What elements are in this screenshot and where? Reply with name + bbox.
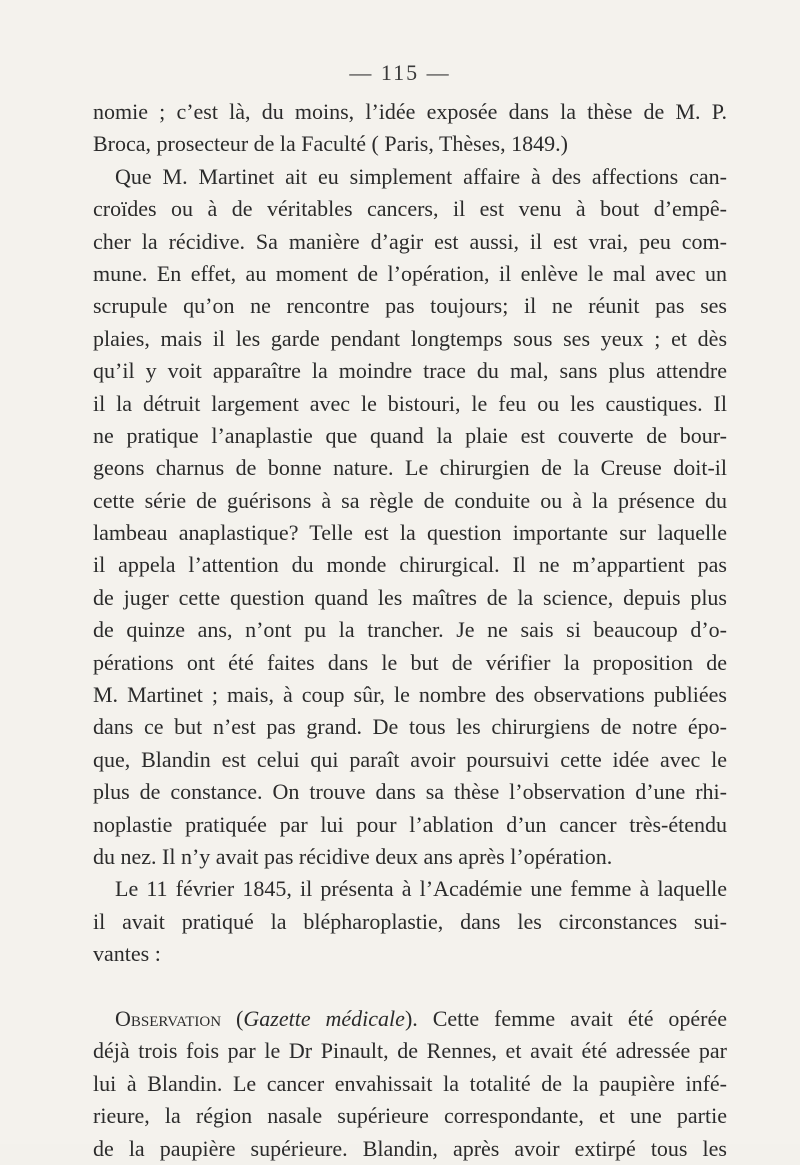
- text-line: scrupule qu’on ne rencontre pas toujours; il ne réunit pas ses: [93, 293, 727, 319]
- observation-first-line: [93, 1003, 727, 1035]
- text-line: Le 11 février 1845, il présenta à l’Académie une femme à laquelle: [115, 876, 727, 902]
- text-line: de juger cette question quand les maîtres de la science, depuis plus: [93, 584, 727, 610]
- text-line: rieure, la région nasale supérieure correspondante, et une partie: [93, 1103, 727, 1129]
- observation-source-open: (: [221, 1005, 244, 1031]
- text-line: mune. En effet, au moment de l’opération, il enlève le mal avec un: [93, 260, 727, 286]
- text-line: Broca, prosecteur de la Faculté ( Paris, Thèses, 1849.): [93, 131, 568, 157]
- text-line: de quinze ans, n’ont pu la trancher. Je ne sais si beaucoup d’o-: [93, 617, 727, 643]
- page-number-header: — 115 —: [349, 60, 451, 85]
- body-text: [93, 96, 727, 1165]
- text-line: ne pratique l’anaplastie que quand la plaie est couverte de bour-: [93, 422, 727, 448]
- text-line: Que M. Martinet ait eu simplement affaire à des affections can-: [115, 163, 727, 189]
- observation-source-close: ).: [404, 1005, 433, 1031]
- text-line: geons charnus de bonne nature. Le chirurgien de la Creuse doit-il: [93, 455, 727, 481]
- paragraph-gap: [93, 971, 727, 1003]
- text-line: croïdes ou à de véritables cancers, il est venu à bout d’empê-: [93, 196, 727, 222]
- text-line: vantes :: [93, 941, 161, 967]
- text-line: plus de constance. On trouve dans sa thèse l’observation d’une rhi-: [93, 779, 727, 805]
- text-line: cher la récidive. Sa manière d’agir est aussi, il est vrai, peu com-: [93, 228, 727, 254]
- text-line: lambeau anaplastique? Telle est la question importante sur laquelle: [93, 520, 727, 546]
- text-line: M. Martinet ; mais, à coup sûr, le nombre des observations publiées: [93, 682, 727, 708]
- text-line: dans ce but n’est pas grand. De tous les chirurgiens de notre épo-: [93, 714, 727, 740]
- text-line: du nez. Il n’y avait pas récidive deux ans après l’opération.: [93, 843, 613, 869]
- text-line: lui à Blandin. Le cancer envahissait la totalité de la paupière infé-: [93, 1070, 727, 1096]
- text-line: cette série de guérisons à sa règle de conduite ou à la présence du: [93, 487, 727, 513]
- text-line: noplastie pratiquée par lui pour l’ablation d’un cancer très-étendu: [93, 811, 727, 837]
- text-line: de la paupière supérieure. Blandin, après avoir extirpé tous les: [93, 1135, 727, 1161]
- text-line: qu’il y voit apparaître la moindre trace du mal, sans plus attendre: [93, 358, 727, 384]
- text-line: pérations ont été faites dans le but de vérifier la proposition de: [93, 649, 727, 675]
- text-line: nomie ; c’est là, du moins, l’idée exposée dans la thèse de M. P.: [93, 99, 727, 124]
- text-line: plaies, mais il les garde pendant longtemps sous ses yeux ; et dès: [93, 325, 727, 351]
- text-line: il la détruit largement avec le bistouri, le feu ou les caustiques. Il: [93, 390, 727, 416]
- observation-heading: Observation: [115, 1005, 222, 1031]
- observation-source: Gazette médicale: [243, 1005, 405, 1031]
- text-line: déjà trois fois par le Dr Pinault, de Rennes, et avait été adressée par: [93, 1038, 727, 1064]
- observation-first-line-text: Cette femme avait été opérée: [432, 1005, 728, 1031]
- text-line: il appela l’attention du monde chirurgical. Il ne m’appartient pas: [93, 552, 727, 578]
- text-line: que, Blandin est celui qui paraît avoir poursuivi cette idée avec le: [93, 746, 727, 772]
- text-line: il avait pratiqué la blépharoplastie, dans les circonstances sui-: [93, 908, 727, 934]
